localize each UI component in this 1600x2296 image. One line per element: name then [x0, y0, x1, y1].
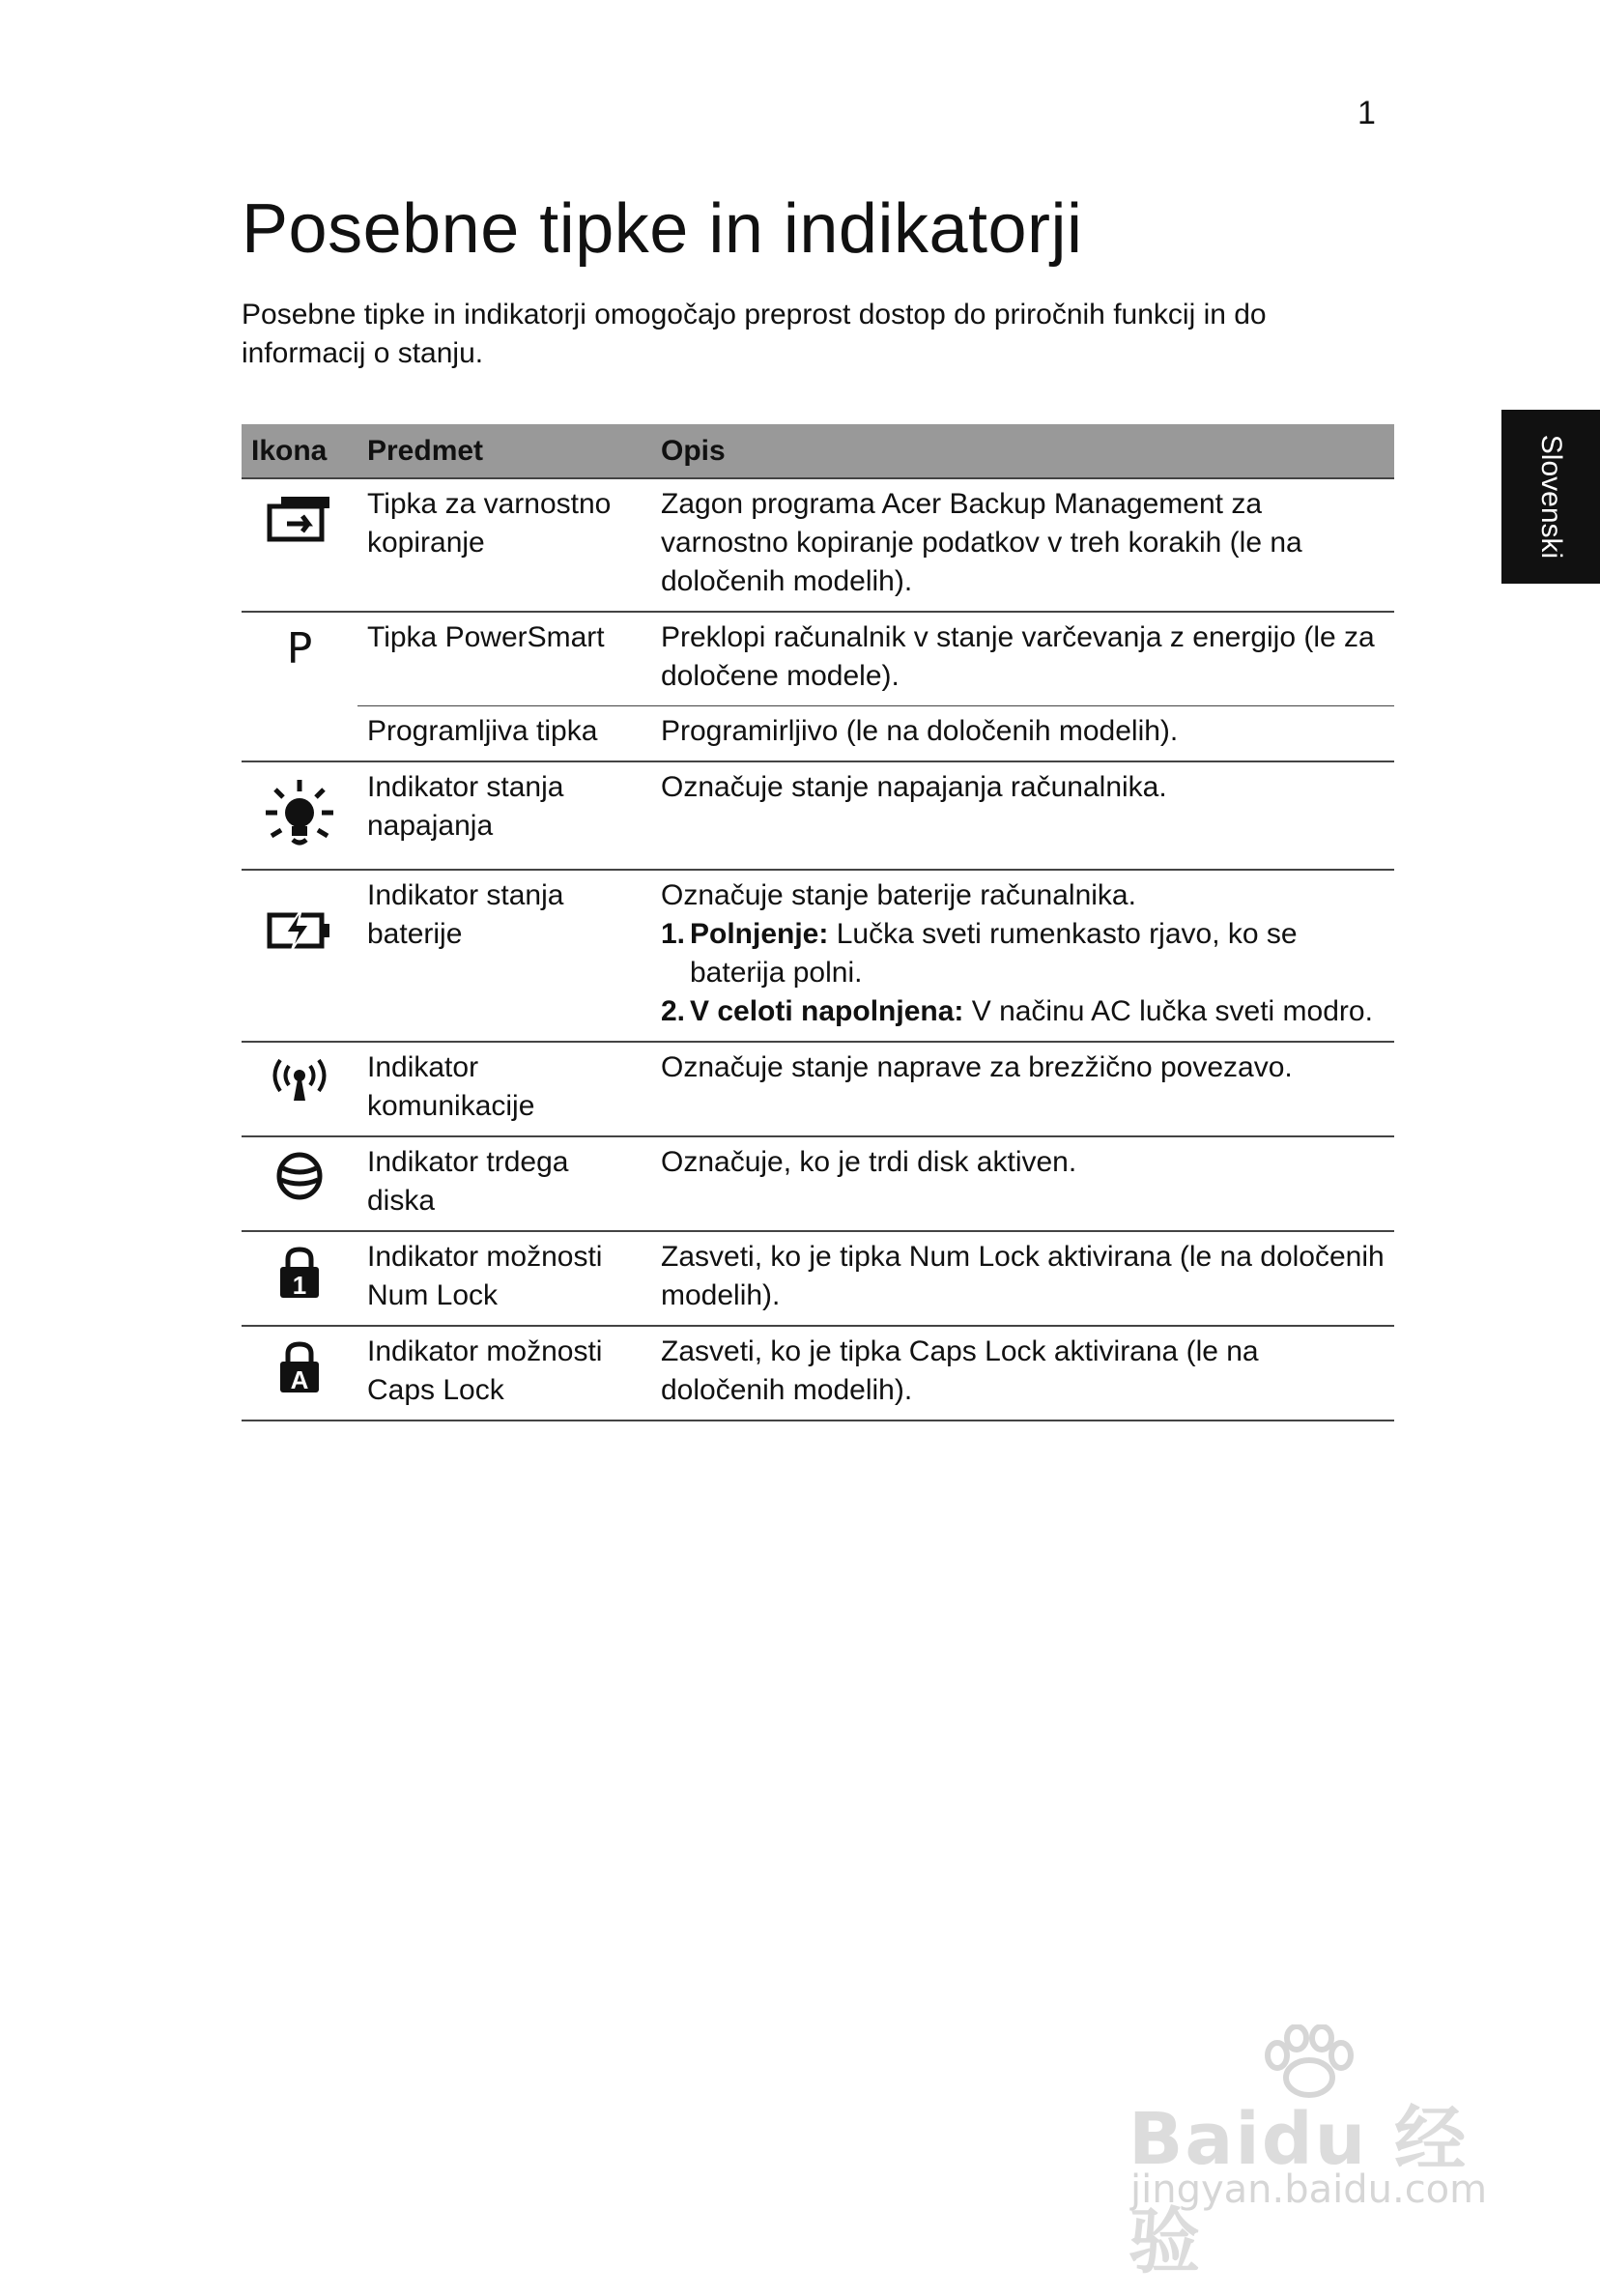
wireless-icon — [266, 1056, 333, 1103]
desc-cell: Zasveti, ko je tipka Caps Lock aktivirana (le na določenih modelih). — [651, 1326, 1394, 1421]
baidu-watermark — [1111, 2024, 1517, 2283]
step-label: V celoti napolnjena: — [690, 995, 964, 1027]
backup-icon — [266, 493, 333, 545]
header-item: Predmet — [357, 424, 651, 478]
desc-cell: Označuje, ko je trdi disk aktiven. — [651, 1136, 1394, 1231]
intro-paragraph: Posebne tipke in indikatorji omogočajo preprost dostop do priročnih funkcij in do informacij o stanju. — [242, 299, 1267, 369]
table-row — [242, 1326, 1394, 1421]
item-cell: Indikator stanja baterije — [357, 870, 651, 1042]
header-icon: Ikona — [242, 424, 357, 478]
icon-cell — [242, 1326, 357, 1421]
hard-disk-icon — [275, 1151, 324, 1201]
table-header-row — [242, 424, 1394, 478]
table-row — [242, 478, 1394, 612]
table-row — [242, 761, 1394, 870]
icon-cell — [242, 761, 357, 870]
item-cell: Indikator možnosti Caps Lock — [357, 1326, 651, 1421]
desc-cell: Označuje stanje naprave za brezžično povezavo. — [651, 1042, 1394, 1136]
item-cell: Indikator komunikacije — [357, 1042, 651, 1136]
battery-desc-intro: Označuje stanje baterije računalnika. — [661, 879, 1136, 911]
table-row — [242, 1042, 1394, 1136]
step-text: V načinu AC lučka sveti modro. — [971, 995, 1373, 1027]
page-title: Posebne tipke in indikatorji — [242, 190, 1083, 268]
num-lock-glyph: 1 — [292, 1271, 307, 1300]
step-label: Polnjenje: — [690, 918, 829, 950]
num-lock-icon — [277, 1246, 322, 1300]
item-cell: Indikator trdega diska — [357, 1136, 651, 1231]
page-number: 1 — [1357, 95, 1376, 131]
list-item — [661, 992, 1385, 1031]
battery-steps — [661, 915, 1385, 1031]
table-row — [242, 1231, 1394, 1326]
step-number: 1. — [661, 918, 686, 950]
powersmart-p-icon: P — [286, 624, 313, 674]
power-light-icon — [264, 776, 335, 855]
language-side-tab — [1501, 410, 1600, 584]
watermark-brand: Baidu 经验 — [1129, 2098, 1469, 2283]
table-row — [242, 870, 1394, 1042]
icon-cell — [242, 1136, 357, 1231]
icon-cell — [242, 478, 357, 612]
caps-lock-glyph: A — [290, 1365, 309, 1394]
icon-cell — [242, 870, 357, 1042]
item-cell: Tipka za varnostno kopiranje — [357, 478, 651, 612]
icon-cell — [242, 1042, 357, 1136]
watermark-url: jingyan.baidu.com — [1130, 2167, 1488, 2212]
item-cell: Tipka PowerSmart — [357, 612, 651, 706]
step-number: 2. — [661, 995, 686, 1027]
table-row — [242, 612, 1394, 706]
desc-cell: Zagon programa Acer Backup Management za varnostno kopiranje podatkov v treh korakih (le na določenih modelih). — [651, 478, 1394, 612]
special-keys-table — [242, 424, 1394, 1421]
desc-cell: Preklopi računalnik v stanje varčevanja z energijo (le za določene modele). — [651, 612, 1394, 706]
table-row — [242, 706, 1394, 762]
desc-cell — [651, 870, 1394, 1042]
caps-lock-icon — [277, 1340, 322, 1394]
language-side-tab-label: Slovenski — [1535, 434, 1567, 560]
header-desc: Opis — [651, 424, 1394, 478]
item-cell: Programljiva tipka — [357, 706, 651, 762]
list-item — [661, 915, 1385, 992]
icon-cell — [242, 1231, 357, 1326]
icon-cell — [242, 612, 357, 761]
desc-cell: Označuje stanje napajanja računalnika. — [651, 761, 1394, 870]
battery-charge-icon — [267, 907, 332, 952]
desc-cell: Programirljivo (le na določenih modelih). — [651, 706, 1394, 762]
item-cell: Indikator stanja napajanja — [357, 761, 651, 870]
step-text: Lučka sveti rumenkasto rjavo, ko se baterija polni. — [690, 918, 1298, 989]
desc-cell: Zasveti, ko je tipka Num Lock aktivirana (le na določenih modelih). — [651, 1231, 1394, 1326]
item-cell: Indikator možnosti Num Lock — [357, 1231, 651, 1326]
table-row — [242, 1136, 1394, 1231]
